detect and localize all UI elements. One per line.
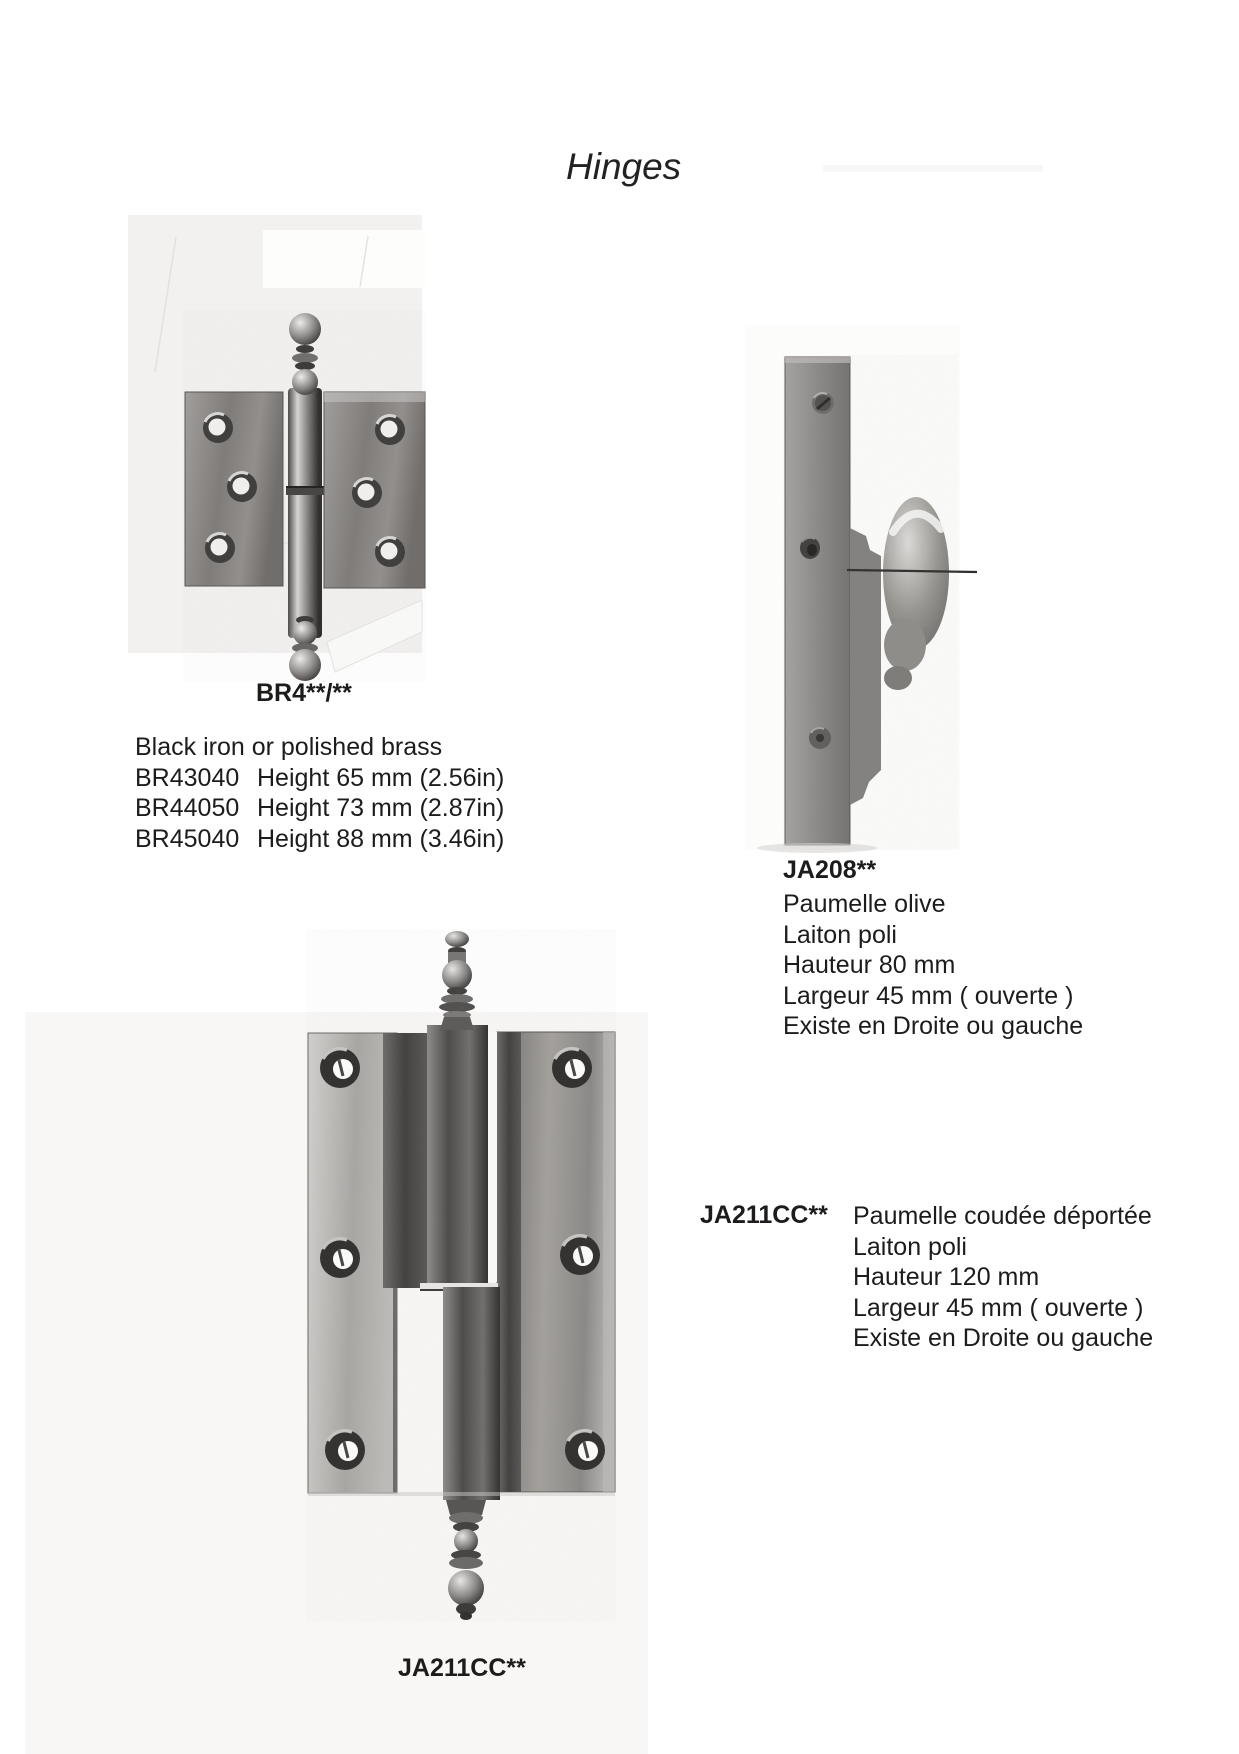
- br4-variant-row: [135, 793, 504, 824]
- br4-variant-spec: Height 65 mm (2.56in): [257, 763, 505, 792]
- br4-hinge-photo: [128, 212, 426, 687]
- br4-variant-code: BR45040: [135, 824, 240, 853]
- br4-variant-code: BR44050: [135, 794, 240, 822]
- ja208-detail: Laiton poli: [783, 920, 897, 949]
- br4-caption: BR4**/**: [256, 679, 352, 707]
- ja208-detail: Existe en Droite ou gauche: [783, 1012, 1084, 1040]
- ja208-caption: JA208**: [783, 856, 877, 884]
- ja208-figure: [690, 300, 980, 855]
- ja211cc-caption: JA211CC**: [398, 1654, 526, 1682]
- ja211cc-detail: Largeur 45 mm ( ouverte ): [853, 1293, 1144, 1322]
- br4-description: [135, 732, 504, 854]
- br4-description-intro: Black iron or polished brass: [135, 733, 443, 761]
- ja211cc-details: [853, 1201, 1153, 1354]
- ja208-detail: Largeur 45 mm ( ouverte ): [783, 981, 1074, 1010]
- ja211cc-detail: Hauteur 120 mm: [853, 1263, 1040, 1291]
- page-title: Hinges: [566, 146, 682, 187]
- ja208-detail: Paumelle olive: [783, 890, 946, 918]
- br4-variant-row: [135, 824, 504, 855]
- ja208-hinge-photo: [690, 300, 980, 855]
- ja208-detail: Hauteur 80 mm: [783, 951, 956, 979]
- scan-artifact-strip: [823, 165, 1043, 172]
- br4-variant-spec: Height 88 mm (3.46in): [257, 824, 505, 853]
- ja211cc-label: JA211CC**: [700, 1201, 828, 1229]
- ja211cc-detail: Paumelle coudée déportée: [853, 1202, 1152, 1230]
- ja211cc-detail: Existe en Droite ou gauche: [853, 1324, 1154, 1352]
- ja211cc-hinge-photo: [270, 925, 650, 1660]
- ja211cc-detail: Laiton poli: [853, 1232, 967, 1261]
- ja208-details: [783, 889, 1083, 1042]
- ja211cc-figure: [270, 925, 650, 1660]
- br4-variant-row: [135, 763, 504, 794]
- br4-figure: [128, 212, 426, 687]
- br4-variant-code: BR43040: [135, 763, 240, 792]
- br4-variant-spec: Height 73 mm (2.87in): [257, 794, 505, 822]
